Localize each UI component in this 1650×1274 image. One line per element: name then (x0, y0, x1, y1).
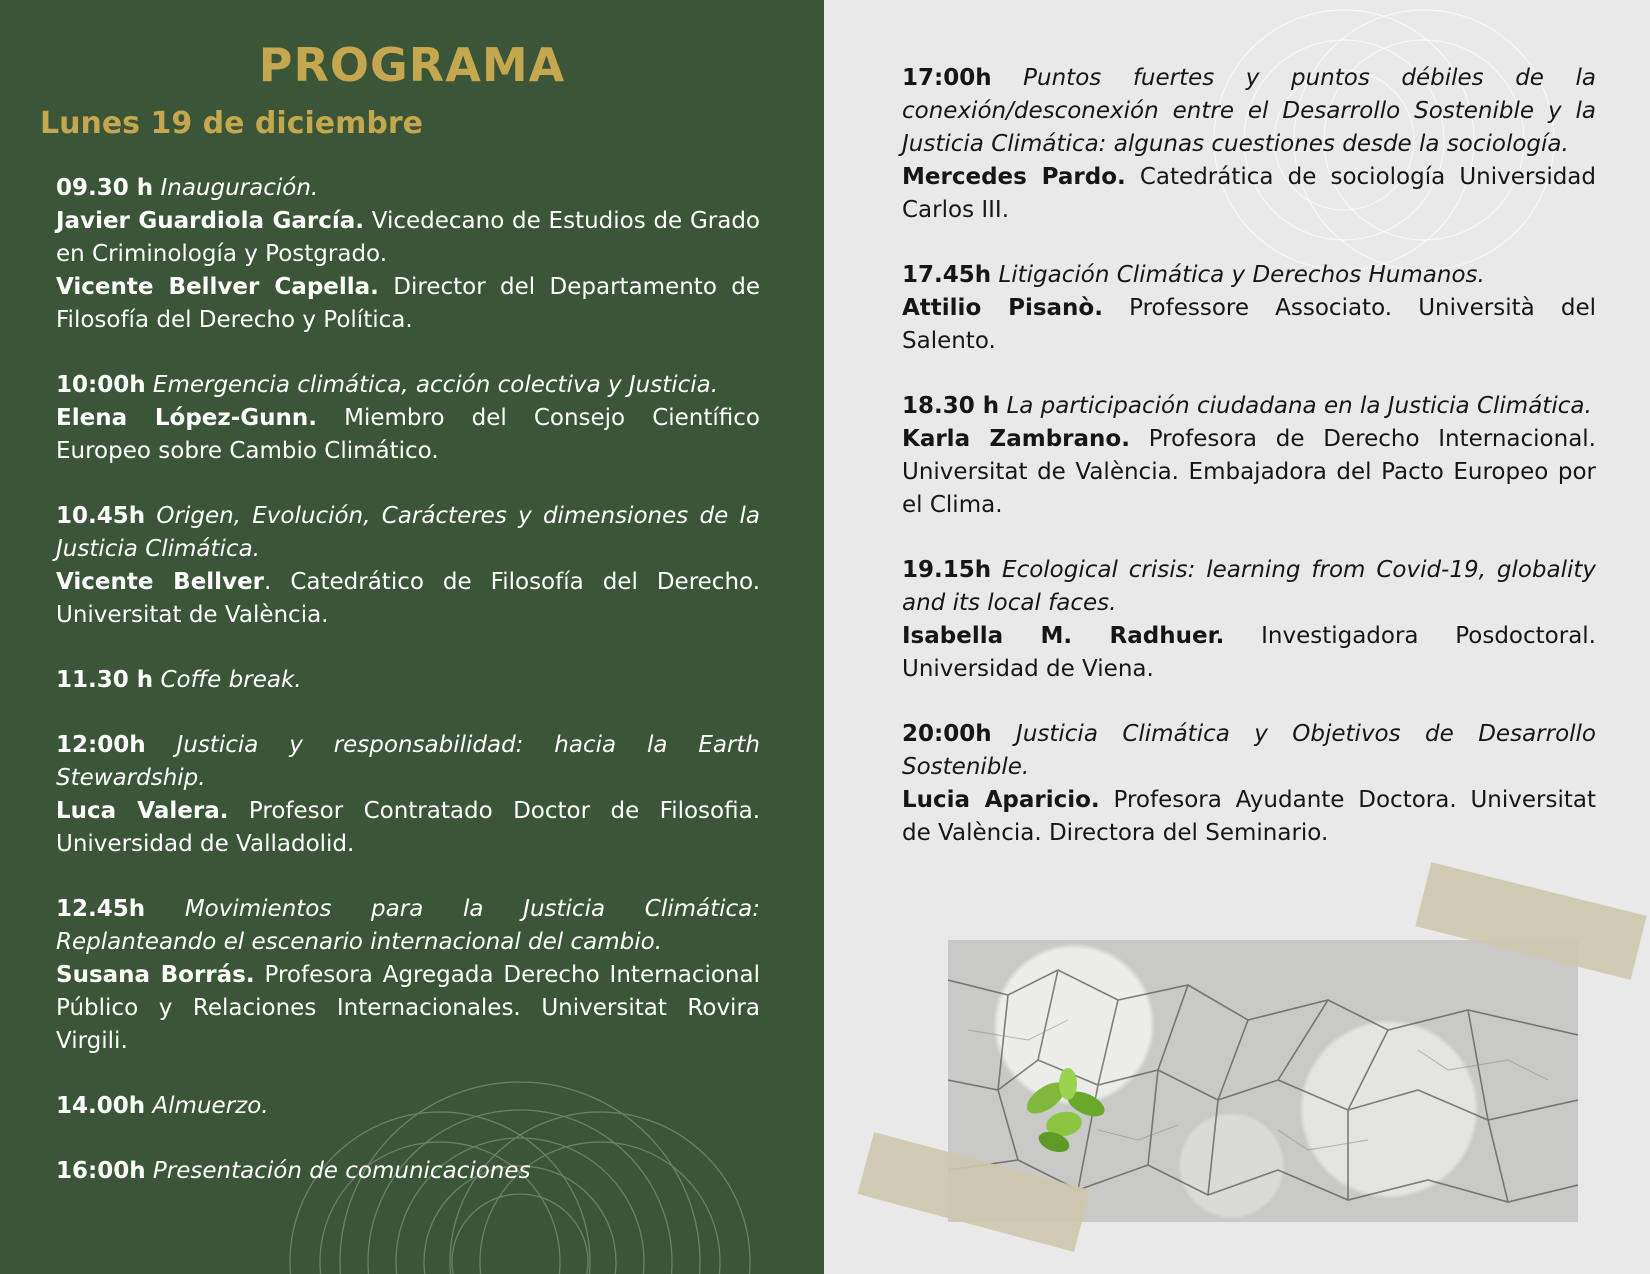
speaker-name: Lucia Aparicio. (902, 787, 1100, 813)
program-item (56, 893, 760, 1058)
program-item (56, 1155, 760, 1188)
program-item (902, 554, 1596, 686)
speaker-line (56, 402, 760, 468)
session-title: Almuerzo. (152, 1093, 269, 1119)
session-title: Emergencia climática, acción colectiva y Justicia. (152, 372, 719, 398)
speaker-line (56, 959, 760, 1058)
session-line (56, 729, 760, 795)
session-title: Litigación Climática y Derechos Humanos. (998, 262, 1485, 288)
speaker-line (56, 271, 760, 337)
session-time: 18.30 h (902, 393, 1000, 419)
session-title: Inauguración. (160, 175, 319, 201)
speaker-role: Director del Departamento de Filosofía del Derecho y Política. (56, 274, 761, 333)
speaker-line (902, 161, 1596, 227)
session-time: 10.45h (56, 503, 146, 529)
session-line (56, 1090, 760, 1123)
session-title: Presentación de comunicaciones (152, 1158, 531, 1184)
speaker-role: . Catedrático de Filosofía del Derecho. Universitat de València. (56, 569, 761, 628)
session-line (56, 1155, 760, 1188)
speaker-role: Profesor Contratado Doctor de Filosofia. Universidad de Valladolid. (56, 798, 761, 857)
session-line (56, 369, 760, 402)
program-item (902, 259, 1596, 358)
program-item (56, 369, 760, 468)
page-title: PROGRAMA (258, 38, 566, 92)
speaker-name: Javier Guardiola García. (56, 208, 364, 234)
program-item (56, 1090, 760, 1123)
speaker-role: Profesora Ayudante Doctora. Universitat de València. Directora del Seminario. (902, 787, 1596, 846)
session-title: Justicia Climática y Objetivos de Desarrollo Sostenible. (902, 721, 1596, 780)
session-line (56, 500, 760, 566)
session-time: 09.30 h (56, 175, 154, 201)
session-line (56, 893, 760, 959)
program-item (902, 718, 1596, 850)
session-title: Justicia y responsabilidad: hacia la Earth Stewardship. (56, 732, 760, 791)
sprout-icon (1014, 1062, 1124, 1172)
speaker-name: Mercedes Pardo. (902, 164, 1126, 190)
speaker-name: Isabella M. Radhuer. (902, 623, 1225, 649)
speaker-name: Luca Valera. (56, 798, 229, 824)
session-time: 17.45h (902, 262, 992, 288)
program-item (56, 729, 760, 861)
speaker-role: Catedrática de sociología Universidad Carlos III. (902, 164, 1597, 223)
speaker-name: Susana Borrás. (56, 962, 255, 988)
session-time: 16:00h (56, 1158, 146, 1184)
date-heading: Lunes 19 de diciembre (40, 106, 423, 141)
speaker-role: Miembro del Consejo Científico Europeo sobre Cambio Climático. (56, 405, 760, 464)
speaker-name: Vicente Bellver (56, 569, 265, 595)
speaker-line (56, 205, 760, 271)
session-title: Origen, Evolución, Carácteres y dimensiones de la Justicia Climática. (56, 503, 761, 562)
session-line (902, 62, 1596, 161)
speaker-role: Vicedecano de Estudios de Grado en Criminología y Postgrado. (56, 208, 761, 267)
session-line (56, 172, 760, 205)
speaker-line (902, 620, 1596, 686)
session-time: 14.00h (56, 1093, 146, 1119)
session-time: 20:00h (902, 721, 992, 747)
session-title: Movimientos para la Justicia Climática: Replanteando el escenario internacional del cambio. (56, 896, 760, 955)
program-item (56, 500, 760, 632)
speaker-line (56, 566, 760, 632)
session-time: 11.30 h (56, 667, 154, 693)
session-title: Coffe break. (160, 667, 302, 693)
program-item (902, 390, 1596, 522)
speaker-name: Elena López-Gunn. (56, 405, 318, 431)
session-title: Ecological crisis: learning from Covid-19, globality and its local faces. (902, 557, 1596, 616)
session-title: Puntos fuertes y puntos débiles de la conexión/desconexión entre el Desarrollo Sostenible y la Justicia Climática: algunas cuestiones desde la sociología. (902, 65, 1596, 157)
session-line (902, 259, 1596, 292)
speaker-role: Professore Associato. Università del Salento. (902, 295, 1596, 354)
left-panel (0, 0, 824, 1274)
speaker-line (902, 423, 1596, 522)
session-line (902, 718, 1596, 784)
session-time: 17:00h (902, 65, 992, 91)
speaker-line (56, 795, 760, 861)
session-title: La participación ciudadana en la Justicia Climática. (1006, 393, 1592, 419)
session-line (902, 554, 1596, 620)
session-time: 10:00h (56, 372, 146, 398)
session-line (902, 390, 1596, 423)
speaker-name: Attilio Pisanò. (902, 295, 1103, 321)
program-item (56, 664, 760, 697)
session-time: 12:00h (56, 732, 146, 758)
right-panel (824, 0, 1650, 1274)
speaker-line (902, 292, 1596, 358)
speaker-name: Karla Zambrano. (902, 426, 1130, 452)
speaker-role: Profesora de Derecho Internacional. Universitat de València. Embajadora del Pacto Europeo por el Clima. (902, 426, 1596, 518)
program-item (56, 172, 760, 337)
session-line (56, 664, 760, 697)
session-time: 12.45h (56, 896, 146, 922)
speaker-name: Vicente Bellver Capella. (56, 274, 379, 300)
speaker-role: Investigadora Posdoctoral. Universidad de Viena. (902, 623, 1596, 682)
program-item (902, 62, 1596, 227)
program-list-afternoon (902, 62, 1596, 882)
speaker-role: Profesora Agregada Derecho Internacional Público y Relaciones Internacionales. Universitat Rovira Virgili. (56, 962, 760, 1054)
program-list-morning (56, 172, 760, 1220)
session-time: 19.15h (902, 557, 992, 583)
speaker-line (902, 784, 1596, 850)
